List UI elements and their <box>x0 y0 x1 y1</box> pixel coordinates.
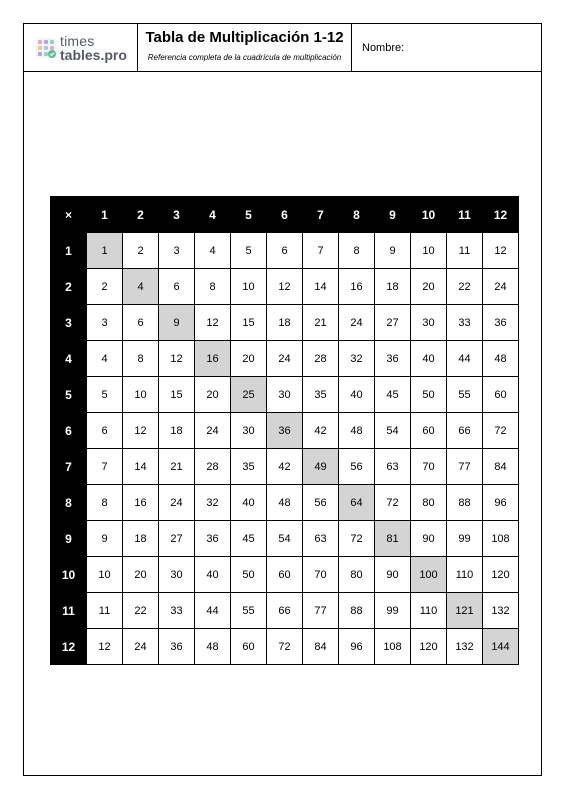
table-row <box>51 341 519 377</box>
product-cell: 22 <box>123 593 159 629</box>
product-cell: 24 <box>339 305 375 341</box>
product-cell: 66 <box>267 593 303 629</box>
product-cell: 72 <box>483 413 519 449</box>
product-cell: 96 <box>339 629 375 665</box>
product-cell: 20 <box>195 377 231 413</box>
product-cell: 11 <box>87 593 123 629</box>
product-cell: 10 <box>231 269 267 305</box>
product-cell: 110 <box>411 593 447 629</box>
title-block <box>138 24 352 71</box>
product-cell: 30 <box>267 377 303 413</box>
product-cell: 5 <box>231 233 267 269</box>
product-cell: 99 <box>447 521 483 557</box>
product-cell: 60 <box>483 377 519 413</box>
name-label: Nombre: <box>362 41 405 54</box>
product-cell: 90 <box>411 521 447 557</box>
page-title: Tabla de Multiplicación 1-12 <box>145 29 344 46</box>
product-cell: 10 <box>87 557 123 593</box>
product-cell: 36 <box>159 629 195 665</box>
product-cell: 20 <box>411 269 447 305</box>
table-row <box>51 377 519 413</box>
product-cell: 14 <box>303 269 339 305</box>
product-cell: 24 <box>159 485 195 521</box>
product-cell: 77 <box>303 593 339 629</box>
column-header: 3 <box>159 197 195 233</box>
product-cell: 40 <box>411 341 447 377</box>
product-cell: 66 <box>447 413 483 449</box>
product-cell: 4 <box>195 233 231 269</box>
table-row <box>51 629 519 665</box>
product-cell: 40 <box>231 485 267 521</box>
table-row <box>51 521 519 557</box>
product-cell: 132 <box>483 593 519 629</box>
product-cell: 11 <box>447 233 483 269</box>
product-cell: 40 <box>339 377 375 413</box>
column-header: 1 <box>87 197 123 233</box>
product-cell: 9 <box>375 233 411 269</box>
product-cell: 28 <box>195 449 231 485</box>
column-header: 7 <box>303 197 339 233</box>
product-cell: 77 <box>447 449 483 485</box>
product-cell: 21 <box>159 449 195 485</box>
product-cell: 48 <box>483 341 519 377</box>
name-field <box>352 24 541 71</box>
product-cell: 12 <box>483 233 519 269</box>
table-row <box>51 485 519 521</box>
logo-text <box>60 34 127 62</box>
column-header: 12 <box>483 197 519 233</box>
product-cell: 70 <box>303 557 339 593</box>
product-cell: 15 <box>231 305 267 341</box>
row-header: 6 <box>51 413 87 449</box>
row-header: 11 <box>51 593 87 629</box>
column-header: 4 <box>195 197 231 233</box>
product-cell: 60 <box>267 557 303 593</box>
table-row <box>51 413 519 449</box>
square-product-cell: 16 <box>195 341 231 377</box>
product-cell: 48 <box>195 629 231 665</box>
product-cell: 88 <box>339 593 375 629</box>
product-cell: 54 <box>375 413 411 449</box>
square-product-cell: 100 <box>411 557 447 593</box>
product-cell: 48 <box>339 413 375 449</box>
row-header: 12 <box>51 629 87 665</box>
product-cell: 35 <box>303 377 339 413</box>
product-cell: 12 <box>267 269 303 305</box>
column-header: 9 <box>375 197 411 233</box>
product-cell: 10 <box>411 233 447 269</box>
product-cell: 72 <box>267 629 303 665</box>
product-cell: 16 <box>123 485 159 521</box>
product-cell: 90 <box>375 557 411 593</box>
column-header: 6 <box>267 197 303 233</box>
product-cell: 33 <box>159 593 195 629</box>
product-cell: 60 <box>411 413 447 449</box>
product-cell: 12 <box>87 629 123 665</box>
row-header: 8 <box>51 485 87 521</box>
column-header: 2 <box>123 197 159 233</box>
product-cell: 5 <box>87 377 123 413</box>
logo <box>24 24 138 71</box>
product-cell: 60 <box>231 629 267 665</box>
product-cell: 63 <box>303 521 339 557</box>
product-cell: 45 <box>375 377 411 413</box>
table-row <box>51 449 519 485</box>
product-cell: 18 <box>375 269 411 305</box>
product-cell: 70 <box>411 449 447 485</box>
row-header: 7 <box>51 449 87 485</box>
worksheet-page <box>23 23 542 776</box>
product-cell: 12 <box>123 413 159 449</box>
square-product-cell: 64 <box>339 485 375 521</box>
product-cell: 33 <box>447 305 483 341</box>
product-cell: 44 <box>195 593 231 629</box>
product-cell: 10 <box>123 377 159 413</box>
product-cell: 18 <box>123 521 159 557</box>
product-cell: 84 <box>303 629 339 665</box>
product-cell: 108 <box>483 521 519 557</box>
square-product-cell: 121 <box>447 593 483 629</box>
product-cell: 20 <box>123 557 159 593</box>
product-cell: 15 <box>159 377 195 413</box>
product-cell: 24 <box>267 341 303 377</box>
product-cell: 108 <box>375 629 411 665</box>
product-cell: 45 <box>231 521 267 557</box>
product-cell: 6 <box>87 413 123 449</box>
product-cell: 42 <box>303 413 339 449</box>
row-header: 9 <box>51 521 87 557</box>
product-cell: 88 <box>447 485 483 521</box>
table-row <box>51 593 519 629</box>
table-header-row <box>51 197 519 233</box>
worksheet-header <box>24 24 541 72</box>
product-cell: 48 <box>267 485 303 521</box>
product-cell: 8 <box>123 341 159 377</box>
product-cell: 8 <box>87 485 123 521</box>
row-header: 1 <box>51 233 87 269</box>
product-cell: 6 <box>267 233 303 269</box>
row-header: 4 <box>51 341 87 377</box>
row-header: 10 <box>51 557 87 593</box>
product-cell: 72 <box>339 521 375 557</box>
table-row <box>51 557 519 593</box>
product-cell: 55 <box>447 377 483 413</box>
row-header: 5 <box>51 377 87 413</box>
page-subtitle: Referencia completa de la cuadrícula de multiplicación <box>147 53 342 62</box>
product-cell: 28 <box>303 341 339 377</box>
product-cell: 72 <box>375 485 411 521</box>
product-cell: 8 <box>339 233 375 269</box>
product-cell: 6 <box>159 269 195 305</box>
product-cell: 120 <box>483 557 519 593</box>
product-cell: 12 <box>195 305 231 341</box>
product-cell: 44 <box>447 341 483 377</box>
row-header: 2 <box>51 269 87 305</box>
table-row <box>51 305 519 341</box>
product-cell: 6 <box>123 305 159 341</box>
square-product-cell: 1 <box>87 233 123 269</box>
product-cell: 36 <box>195 521 231 557</box>
product-cell: 18 <box>159 413 195 449</box>
table-row <box>51 233 519 269</box>
product-cell: 99 <box>375 593 411 629</box>
product-cell: 12 <box>159 341 195 377</box>
product-cell: 84 <box>483 449 519 485</box>
product-cell: 56 <box>303 485 339 521</box>
product-cell: 80 <box>339 557 375 593</box>
product-cell: 50 <box>231 557 267 593</box>
logo-line-1: times <box>60 32 95 49</box>
logo-grid-icon <box>36 38 56 58</box>
corner-cell: × <box>51 197 87 233</box>
product-cell: 7 <box>303 233 339 269</box>
product-cell: 27 <box>159 521 195 557</box>
product-cell: 132 <box>447 629 483 665</box>
product-cell: 35 <box>231 449 267 485</box>
product-cell: 110 <box>447 557 483 593</box>
product-cell: 56 <box>339 449 375 485</box>
product-cell: 22 <box>447 269 483 305</box>
product-cell: 120 <box>411 629 447 665</box>
product-cell: 3 <box>87 305 123 341</box>
product-cell: 9 <box>87 521 123 557</box>
product-cell: 16 <box>339 269 375 305</box>
column-header: 11 <box>447 197 483 233</box>
product-cell: 30 <box>159 557 195 593</box>
product-cell: 14 <box>123 449 159 485</box>
square-product-cell: 25 <box>231 377 267 413</box>
product-cell: 2 <box>87 269 123 305</box>
product-cell: 24 <box>483 269 519 305</box>
product-cell: 42 <box>267 449 303 485</box>
table-row <box>51 269 519 305</box>
product-cell: 7 <box>87 449 123 485</box>
product-cell: 30 <box>411 305 447 341</box>
product-cell: 36 <box>483 305 519 341</box>
product-cell: 63 <box>375 449 411 485</box>
product-cell: 36 <box>375 341 411 377</box>
column-header: 8 <box>339 197 375 233</box>
product-cell: 96 <box>483 485 519 521</box>
product-cell: 20 <box>231 341 267 377</box>
row-header: 3 <box>51 305 87 341</box>
product-cell: 21 <box>303 305 339 341</box>
square-product-cell: 81 <box>375 521 411 557</box>
square-product-cell: 4 <box>123 269 159 305</box>
product-cell: 30 <box>231 413 267 449</box>
square-product-cell: 49 <box>303 449 339 485</box>
product-cell: 18 <box>267 305 303 341</box>
square-product-cell: 36 <box>267 413 303 449</box>
product-cell: 40 <box>195 557 231 593</box>
product-cell: 4 <box>87 341 123 377</box>
product-cell: 24 <box>195 413 231 449</box>
product-cell: 50 <box>411 377 447 413</box>
product-cell: 8 <box>195 269 231 305</box>
product-cell: 2 <box>123 233 159 269</box>
product-cell: 55 <box>231 593 267 629</box>
logo-line-2: tables.pro <box>60 46 127 63</box>
product-cell: 32 <box>339 341 375 377</box>
product-cell: 54 <box>267 521 303 557</box>
product-cell: 24 <box>123 629 159 665</box>
product-cell: 27 <box>375 305 411 341</box>
square-product-cell: 9 <box>159 305 195 341</box>
product-cell: 3 <box>159 233 195 269</box>
product-cell: 32 <box>195 485 231 521</box>
multiplication-table <box>50 196 519 665</box>
column-header: 5 <box>231 197 267 233</box>
square-product-cell: 144 <box>483 629 519 665</box>
product-cell: 80 <box>411 485 447 521</box>
column-header: 10 <box>411 197 447 233</box>
